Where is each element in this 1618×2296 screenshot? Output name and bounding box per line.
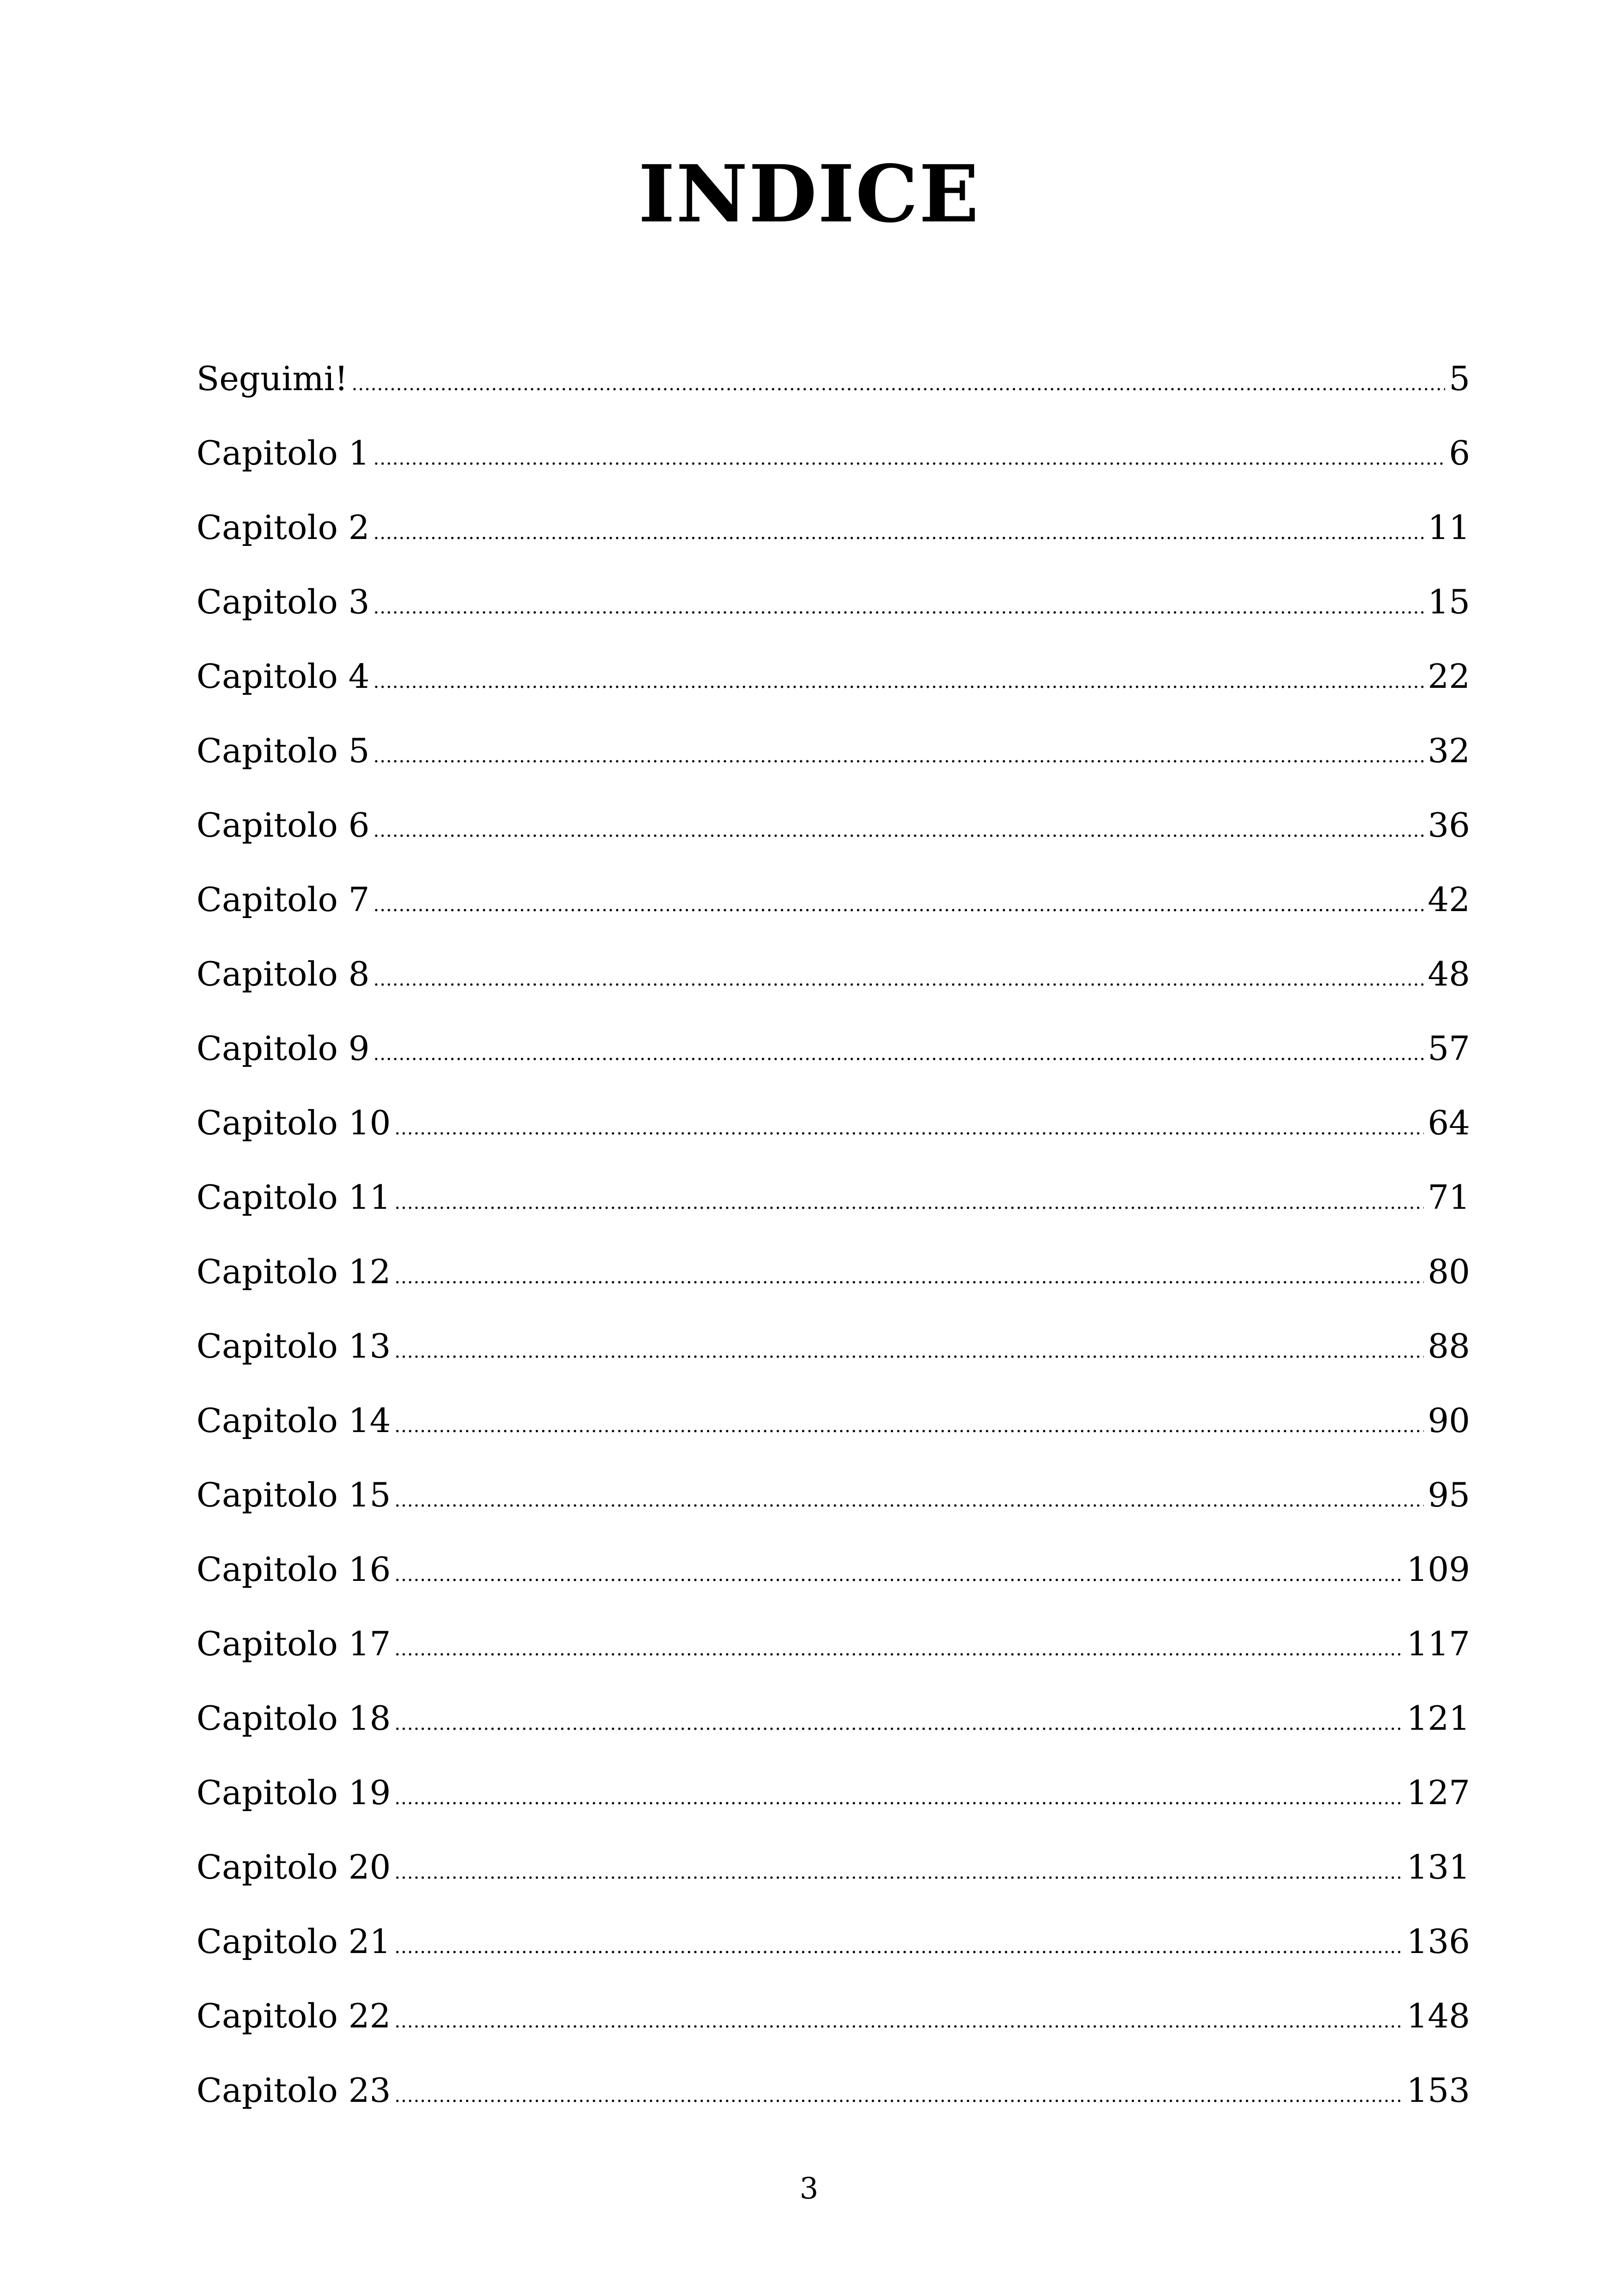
- dot-leader: [373, 582, 1424, 633]
- dot-leader: [394, 1251, 1424, 1303]
- toc-entry-label: Capitolo 13: [196, 1327, 391, 1365]
- toc-entry[interactable]: [196, 502, 1470, 576]
- toc-entry-label: Capitolo 11: [196, 1178, 391, 1217]
- toc-entry-label: Capitolo 4: [196, 657, 370, 696]
- toc-entry-page: 121: [1406, 1699, 1470, 1738]
- dot-leader: [373, 805, 1424, 857]
- toc-entry[interactable]: [196, 650, 1470, 725]
- toc-entry[interactable]: [196, 1841, 1470, 1916]
- toc-entry[interactable]: [196, 1692, 1470, 1767]
- toc-entry[interactable]: [196, 1543, 1470, 1618]
- dot-leader: [373, 433, 1445, 484]
- toc-entry-label: Capitolo 7: [196, 880, 370, 919]
- toc-entry-page: 117: [1406, 1624, 1470, 1663]
- dot-leader: [394, 1549, 1403, 1601]
- toc-entry[interactable]: [196, 576, 1470, 650]
- toc-entry-label: Seguimi!: [196, 359, 348, 398]
- toc-entry[interactable]: [196, 874, 1470, 948]
- toc-entry-page: 95: [1428, 1476, 1470, 1514]
- toc-entry-label: Capitolo 9: [196, 1029, 370, 1068]
- toc-entry-page: 127: [1406, 1773, 1470, 1812]
- toc-entry-page: 136: [1406, 1922, 1470, 1961]
- toc-entry-page: 42: [1428, 880, 1470, 919]
- toc-entry-label: Capitolo 17: [196, 1624, 391, 1663]
- dot-leader: [394, 1475, 1424, 1526]
- toc-entry-label: Capitolo 19: [196, 1773, 391, 1812]
- toc-entry-page: 57: [1428, 1029, 1470, 1068]
- toc-entry[interactable]: [196, 353, 1470, 427]
- toc-entry[interactable]: [196, 1097, 1470, 1171]
- toc-entry-label: Capitolo 1: [196, 434, 370, 472]
- dot-leader: [394, 1996, 1403, 2047]
- toc-entry[interactable]: [196, 1916, 1470, 1990]
- toc-entry[interactable]: [196, 1320, 1470, 1395]
- dot-leader: [373, 507, 1424, 559]
- toc-entry[interactable]: [196, 948, 1470, 1022]
- toc-entry-label: Capitolo 3: [196, 582, 370, 621]
- toc-entry[interactable]: [196, 1171, 1470, 1246]
- dot-leader: [352, 358, 1446, 410]
- toc-entry-label: Capitolo 16: [196, 1550, 391, 1589]
- dot-leader: [373, 1028, 1424, 1080]
- dot-leader: [373, 954, 1424, 1005]
- toc-entry[interactable]: [196, 1767, 1470, 1841]
- toc-entry-page: 11: [1428, 508, 1470, 547]
- toc-entry-page: 6: [1449, 434, 1470, 472]
- toc-entry-page: 15: [1428, 582, 1470, 621]
- toc-entry-page: 131: [1406, 1848, 1470, 1886]
- toc-entry-page: 5: [1449, 359, 1470, 398]
- dot-leader: [394, 1326, 1424, 1378]
- toc-entry-page: 71: [1428, 1178, 1470, 1217]
- toc-entry-page: 153: [1406, 2071, 1470, 2110]
- toc-entry[interactable]: [196, 427, 1470, 502]
- dot-leader: [394, 1400, 1424, 1452]
- toc-entry[interactable]: [196, 799, 1470, 874]
- toc-entry[interactable]: [196, 1618, 1470, 1692]
- toc-entry-label: Capitolo 23: [196, 2071, 391, 2110]
- toc-entry-label: Capitolo 12: [196, 1252, 391, 1291]
- toc-entry-label: Capitolo 15: [196, 1476, 391, 1514]
- toc-entry-page: 48: [1428, 955, 1470, 993]
- dot-leader: [394, 1921, 1403, 1973]
- dot-leader: [394, 1623, 1403, 1675]
- toc-entry-page: 64: [1428, 1103, 1470, 1142]
- dot-leader: [373, 656, 1424, 708]
- toc-entry-label: Capitolo 10: [196, 1103, 391, 1142]
- page-title: INDICE: [638, 148, 980, 240]
- dot-leader: [394, 1698, 1403, 1750]
- dot-leader: [394, 2070, 1403, 2122]
- dot-leader: [373, 879, 1424, 931]
- toc-entry[interactable]: [196, 1395, 1470, 1469]
- toc-entry-page: 148: [1406, 1996, 1470, 2035]
- toc-entry-label: Capitolo 8: [196, 955, 370, 993]
- toc-entry-page: 90: [1428, 1401, 1470, 1440]
- toc-entry-page: 36: [1428, 806, 1470, 845]
- toc-entry-label: Capitolo 21: [196, 1922, 391, 1961]
- dot-leader: [373, 730, 1424, 782]
- toc-entry[interactable]: [196, 1990, 1470, 2064]
- toc-entry-label: Capitolo 22: [196, 1996, 391, 2035]
- toc-entry-page: 109: [1406, 1550, 1470, 1589]
- toc-entry-page: 80: [1428, 1252, 1470, 1291]
- toc-entry-label: Capitolo 2: [196, 508, 370, 547]
- toc-entry-page: 32: [1428, 731, 1470, 770]
- dot-leader: [394, 1772, 1403, 1824]
- toc-entry-label: Capitolo 18: [196, 1699, 391, 1738]
- toc-entry[interactable]: [196, 2064, 1470, 2139]
- toc-entry-label: Capitolo 14: [196, 1401, 391, 1440]
- toc-entry[interactable]: [196, 1246, 1470, 1320]
- dot-leader: [394, 1847, 1403, 1898]
- toc-entry-page: 22: [1428, 657, 1470, 696]
- toc-entry-page: 88: [1428, 1327, 1470, 1365]
- toc-entry[interactable]: [196, 1469, 1470, 1543]
- toc-entry-label: Capitolo 20: [196, 1848, 391, 1886]
- dot-leader: [394, 1102, 1424, 1154]
- toc-entry-label: Capitolo 6: [196, 806, 370, 845]
- toc-entry[interactable]: [196, 1022, 1470, 1097]
- table-of-contents: [196, 353, 1470, 2139]
- dot-leader: [394, 1177, 1424, 1229]
- toc-entry[interactable]: [196, 725, 1470, 799]
- page-number: 3: [799, 2172, 819, 2206]
- toc-entry-label: Capitolo 5: [196, 731, 370, 770]
